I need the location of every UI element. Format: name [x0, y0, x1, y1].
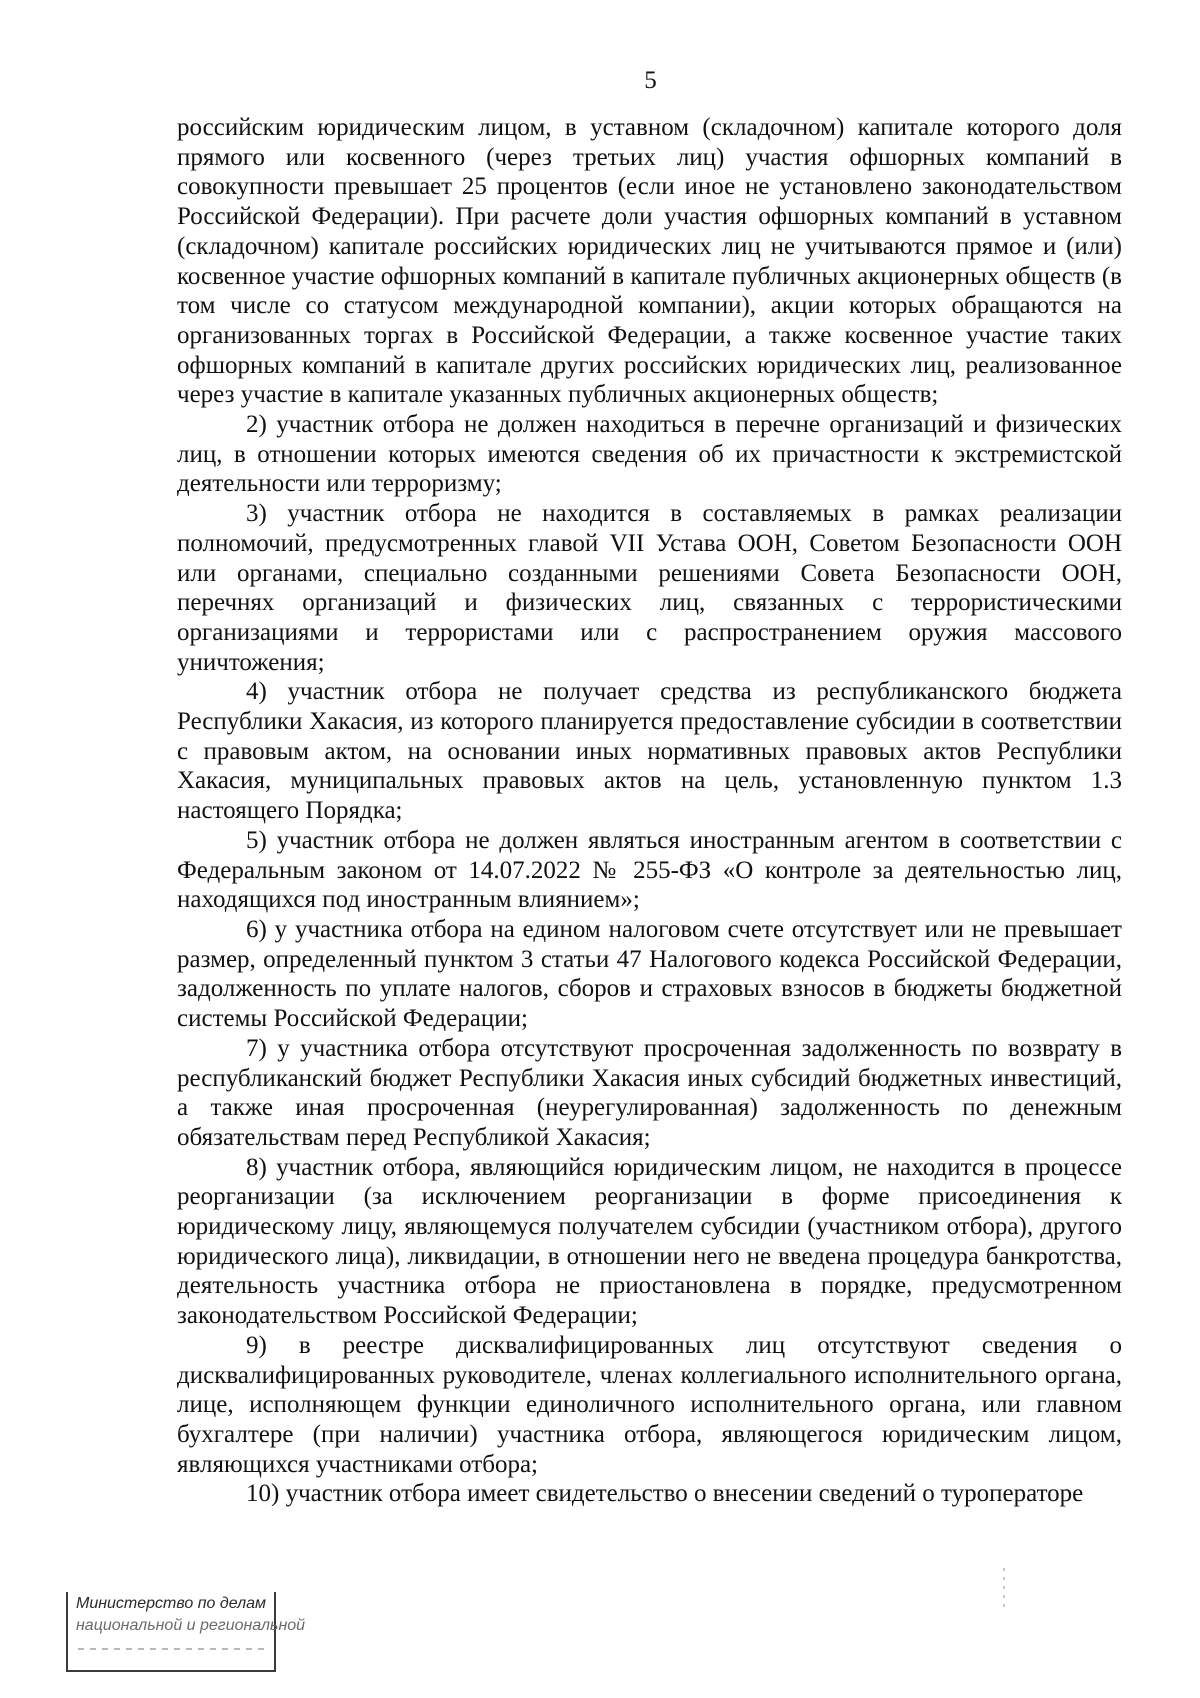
- ministry-stamp: [66, 1592, 306, 1672]
- list-item-6: 6) у участника отбора на едином налоговом счете отсутствует или не превышает размер, определенный пунктом 3 статьи 47 Налогового кодекса Российской Федерации, задолженность по уплате налогов, сборов и страховых взносов в бюджеты бюджетной системы Российской Федерации;: [177, 915, 1122, 1033]
- document-body: [177, 113, 1122, 1509]
- list-item-10: 10) участник отбора имеет свидетельство о внесении сведений о туроператоре: [246, 1480, 1084, 1508]
- stamp-faded-line: [78, 1648, 268, 1650]
- stamp-line-2: национальной и региональной: [76, 1617, 306, 1634]
- list-item-7: 7) у участника отбора отсутствуют просроченная задолженность по возврату в республиканский бюджет Республики Хакасия иных субсидий бюджетных инвестиций, а также иная просроченная (неурегулированная) задолженность по денежным обязательствам перед Республикой Хакасия;: [177, 1034, 1122, 1151]
- stamp-line-1: Министерство по делам: [76, 1595, 266, 1612]
- list-item-8: 8) участник отбора, являющийся юридическим лицом, не находится в процессе реорганизации (за исключением реорганизации в форме присоединения к юридическому лицу, являющемуся получателем субсидии (участником отбора), другого юридического лица), ликвидации, в отношении него не введена процедура банкротства, деятельность участника отбора не приостановлена в порядке, предусмотренном законодательством Российской Федерации;: [177, 1153, 1122, 1330]
- list-item-4: 4) участник отбора не получает средства из республиканского бюджета Республики Хакасия, из которого планируется предоставление субсидии в соответствии с правовым актом, на основании иных нормативных правовых актов Республики Хакасия, муниципальных правовых актов на цель, установленную пунктом 1.3 настоящего Порядка;: [177, 678, 1122, 825]
- list-item-5: 5) участник отбора не должен являться иностранным агентом в соответствии с Федеральным законом от 14.07.2022 № 255-ФЗ «О контроле за деятельностью лиц, находящихся под иностранным влиянием»;: [177, 826, 1122, 914]
- scan-edge-marks: [1003, 1568, 1005, 1608]
- list-item-2: 2) участник отбора не должен находиться в перечне организаций и физических лиц, в отношении которых имеются сведения об их причастности к экстремистской деятельности или терроризму;: [177, 411, 1122, 498]
- list-item-9: 9) в реестре дисквалифицированных лиц отсутствуют сведения о дисквалифицированных руководителе, членах коллегиального исполнительного органа, лице, исполняющем функции единоличного исполнительного органа, или главном бухгалтере (при наличии) участника отбора, являющегося юридическим лицом, являющихся участниками отбора;: [177, 1331, 1122, 1478]
- list-item-3: 3) участник отбора не находится в составляемых в рамках реализации полномочий, предусмотренных главой VII Устава ООН, Советом Безопасности ООН или органами, специально созданными решениями Совета Безопасности ООН, перечнях организаций и физических лиц, связанных с террористическими организациями и террористами или с распространением оружия массового уничтожения;: [177, 500, 1122, 676]
- page-number: 5: [644, 67, 657, 94]
- paragraph-continuation: российским юридическим лицом, в уставном (складочном) капитале которого доля прямого или косвенного (через третьих лиц) участия офшорных компаний в совокупности превышает 25 процентов (если иное не установлено законодательством Российской Федерации). При расчете доли участия офшорных компаний в уставном (складочном) капитале российских юридических лиц не учитываются прямое и (или) косвенное участие офшорных компаний в капитале публичных акционерных обществ (в том числе со статусом международной компании), акции которых обращаются на организованных торгах в Российской Федерации, а также косвенное участие таких офшорных компаний в капитале других российских юридических лиц, реализованное через участие в капитале указанных публичных акционерных обществ;: [177, 114, 1122, 409]
